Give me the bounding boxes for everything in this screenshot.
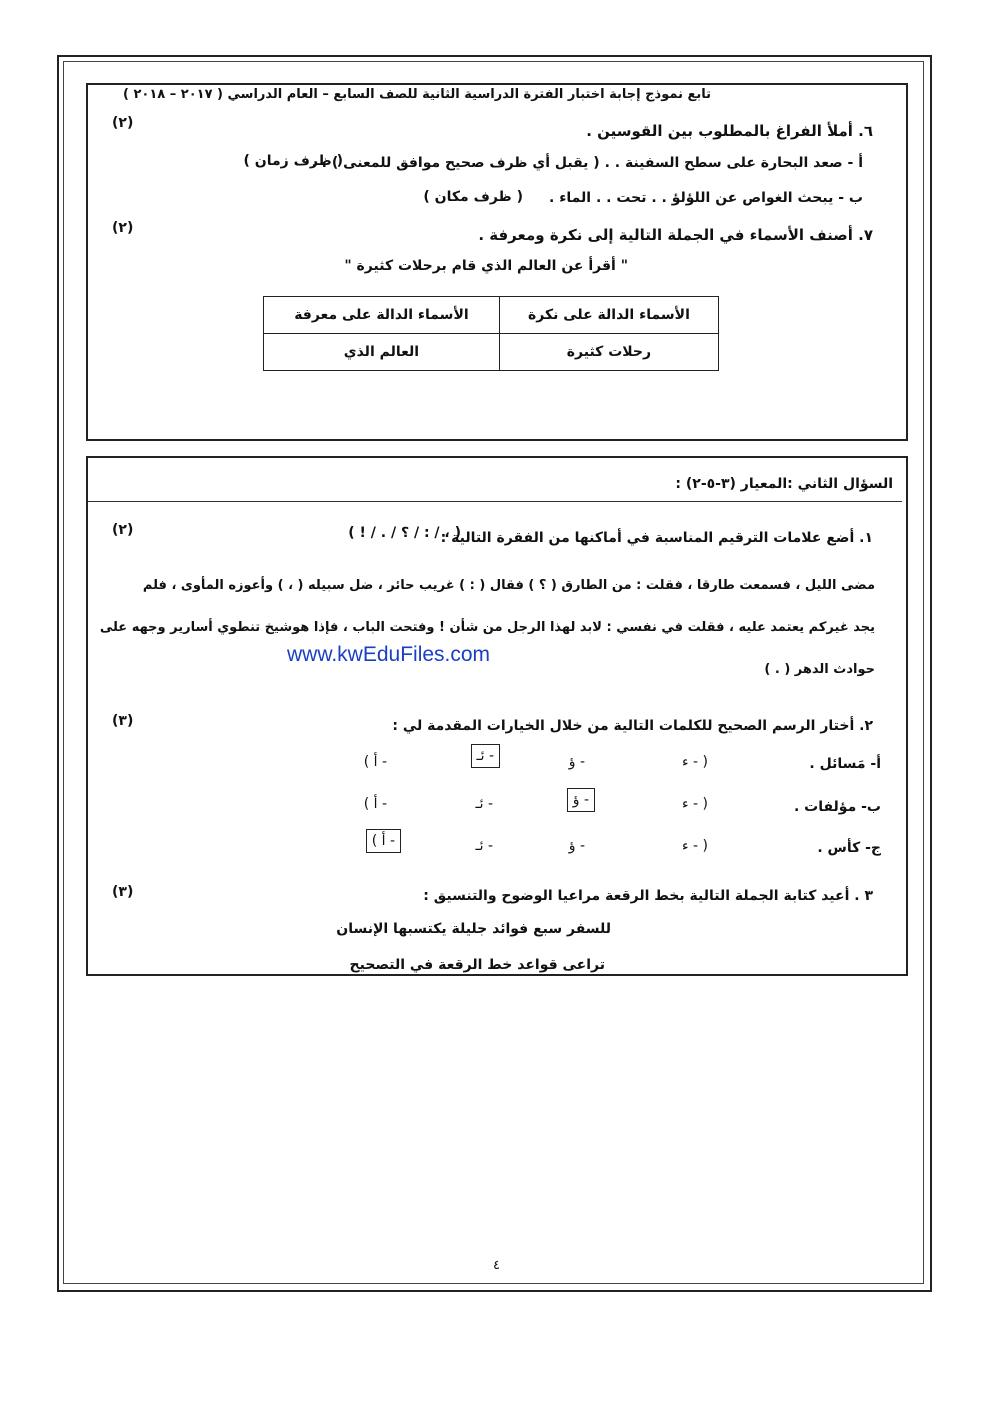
q2-c-opt-4 xyxy=(366,829,401,853)
q1-title: ١. أضع علامات الترقيم المناسبة في أماكنها من الفقرة التالية : xyxy=(440,530,873,546)
q6-b-text: ب - يبحث الغواص عن اللؤلؤ . . تحت . . الماء . xyxy=(549,190,863,206)
q2-a-correct-choice: - ئـ xyxy=(471,744,501,768)
q2-c-correct-choice: - أ ) xyxy=(366,829,401,853)
q2-title: ٢. أختار الرسم الصحيح للكلمات التالية من خلال الخيارات المقدمة لي : xyxy=(392,718,873,734)
q6-b-hint: ( ظرف مكان ) xyxy=(423,189,523,205)
q3-mark: (٣) xyxy=(112,884,134,900)
q1-mark: (٢) xyxy=(112,522,134,538)
paragraph-line-2: يجد غيركم يعتمد عليه ، فقلت في نفسي : لابد لهذا الرجل من شأن ! وفتحت الباب ، فإذا هوشيخ تنطوي أسارير وجهه على xyxy=(99,620,875,635)
page-number: ٤ xyxy=(493,1258,500,1273)
paragraph-line-3: حوادث الدهر ( . ) xyxy=(764,662,875,677)
page-header: تابع نموذج إجابة اختبار الفترة الدراسية الثانية للصف السابع – العام الدراسي ( ٢٠١٧ – ٢٠١٨ ) xyxy=(122,87,711,102)
q2-mark: (٣) xyxy=(112,713,134,729)
q2-a-opt-1: ( - ء xyxy=(682,754,708,770)
q2-word-b: ب- مؤلفات . xyxy=(793,799,881,815)
q2-word-a: أ- مَسائل . xyxy=(809,756,881,772)
indefinite-answer: رحلات كثيرة xyxy=(499,334,718,371)
paragraph-line-1: مضى الليل ، فسمعت طارقا ، فقلت : من الطارق ( ؟ ) فقال ( : ) غريب حائر ، ضل سبيله ( ، ) وأعوزه المأوى ، فلم xyxy=(142,578,875,593)
q2-a-opt-3 xyxy=(471,744,501,768)
q3-title: ٣ . أعيد كتابة الجملة التالية بخط الرقعة مراعيا الوضوح والتنسيق : xyxy=(423,888,873,904)
definite-answer: العالم الذي xyxy=(264,334,500,371)
q1-punctuation-options: ( ، / : / ؟ / . / ! ) xyxy=(348,525,461,541)
section2-divider xyxy=(88,501,902,502)
q2-a-opt-2: - ؤ xyxy=(568,754,585,770)
q2-a-opt-4: - أ ) xyxy=(363,754,387,770)
section2-title: السؤال الثاني :المعيار (٣-٥-٢) : xyxy=(675,476,893,492)
classification-table xyxy=(263,296,719,371)
q3-sentence: للسفر سبع فوائد جليلة يكتسبها الإنسان xyxy=(336,921,611,937)
watermark-link[interactable]: www.kwEduFiles.com xyxy=(287,643,491,666)
q3-note: تراعى قواعد خط الرقعة في التصحيح xyxy=(349,957,605,973)
q7-title: ٧. أصنف الأسماء في الجملة التالية إلى نكرة ومعرفة . xyxy=(478,226,873,244)
q2-b-opt-4: - أ ) xyxy=(363,796,387,812)
q6-a-hint: ( ظرف زمان ) xyxy=(243,153,343,169)
q7-mark: (٢) xyxy=(112,220,134,236)
q2-word-c: ج- كأس . xyxy=(817,840,881,856)
q6-mark: (٢) xyxy=(112,115,134,131)
q2-b-opt-1: ( - ء xyxy=(682,796,708,812)
q6-title: ٦. أملأ الفراغ بالمطلوب بين القوسين . xyxy=(586,122,873,140)
q6-a-text: أ - صعد البحارة على سطح السفينة . . ( يقبل أي ظرف صحيح موافق للمعنى ) . . xyxy=(311,155,863,171)
col-indefinite-header: الأسماء الدالة على نكرة xyxy=(499,297,718,334)
q7-sentence: " أقرأ عن العالم الذي قام برحلات كثيرة " xyxy=(344,258,628,274)
q2-b-opt-2 xyxy=(567,788,595,812)
q2-c-opt-3: - ئـ xyxy=(475,838,493,854)
q2-b-opt-3: - ئـ xyxy=(475,796,493,812)
q2-c-opt-2: - ؤ xyxy=(568,838,585,854)
q2-c-opt-1: ( - ء xyxy=(682,838,708,854)
col-definite-header: الأسماء الدالة على معرفة xyxy=(264,297,500,334)
q2-b-correct-choice: - ؤ xyxy=(567,788,595,812)
